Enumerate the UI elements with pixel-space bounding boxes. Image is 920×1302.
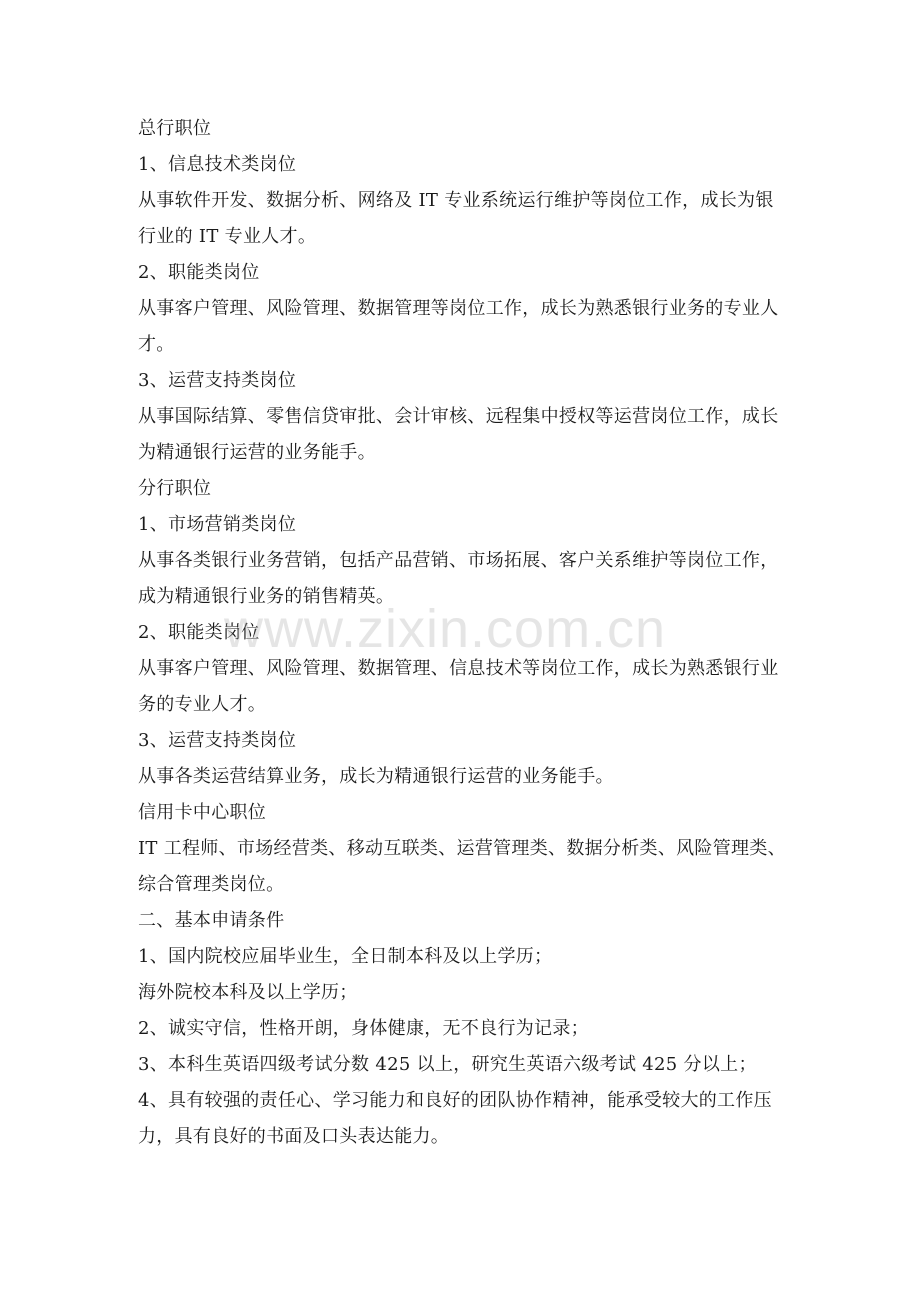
paragraph-line: 从事国际结算、零售信贷审批、会计审核、远程集中授权等运营岗位工作，成长 xyxy=(138,406,779,427)
paragraph-line: 从事客户管理、风险管理、数据管理、信息技术等岗位工作，成长为熟悉银行业 xyxy=(138,658,779,679)
item-heading: 3、运营支持类岗位 xyxy=(138,370,297,391)
section-heading-head-office: 总行职位 xyxy=(138,118,212,139)
item-heading: 3、运营支持类岗位 xyxy=(138,730,297,751)
paragraph-line: 务的专业人才。 xyxy=(138,694,267,715)
document-body xyxy=(138,111,798,1155)
paragraph-line: 从事各类银行业务营销，包括产品营销、市场拓展、客户关系维护等岗位工作， xyxy=(138,550,779,571)
paragraph-line: IT 工程师、市场经营类、移动互联类、运营管理类、数据分析类、风险管理类、 xyxy=(138,838,786,859)
requirement-line: 3、本科生英语四级考试分数 425 以上，研究生英语六级考试 425 分以上； xyxy=(138,1054,757,1075)
item-heading: 1、市场营销类岗位 xyxy=(138,514,297,535)
section-heading-requirements: 二、基本申请条件 xyxy=(138,910,285,931)
section-heading-branch: 分行职位 xyxy=(138,478,212,499)
section-heading-credit-card: 信用卡中心职位 xyxy=(138,802,267,823)
paragraph-line: 综合管理类岗位。 xyxy=(138,874,285,895)
item-heading: 2、职能类岗位 xyxy=(138,262,260,283)
paragraph-line: 成为精通银行业务的销售精英。 xyxy=(138,586,395,607)
requirement-line: 海外院校本科及以上学历； xyxy=(138,982,358,1003)
requirement-line: 力，具有良好的书面及口头表达能力。 xyxy=(138,1126,450,1147)
requirement-line: 4、具有较强的责任心、学习能力和良好的团队协作精神，能承受较大的工作压 xyxy=(138,1090,772,1111)
watermark: www.zixin.com.cn xyxy=(224,599,667,659)
paragraph-line: 才。 xyxy=(138,334,175,355)
item-heading: 2、职能类岗位 xyxy=(138,622,260,643)
requirement-line: 1、国内院校应届毕业生，全日制本科及以上学历； xyxy=(138,946,553,967)
paragraph-line: 为精通银行运营的业务能手。 xyxy=(138,442,376,463)
paragraph-line: 从事各类运营结算业务，成长为精通银行运营的业务能手。 xyxy=(138,766,614,787)
paragraph-line: 从事软件开发、数据分析、网络及 IT 专业系统运行维护等岗位工作，成长为银 xyxy=(138,190,774,211)
item-heading: 1、信息技术类岗位 xyxy=(138,154,297,175)
paragraph-line: 行业的 IT 专业人才。 xyxy=(138,226,317,247)
paragraph-line: 从事客户管理、风险管理、数据管理等岗位工作，成长为熟悉银行业务的专业人 xyxy=(138,298,779,319)
requirement-line: 2、诚实守信，性格开朗，身体健康，无不良行为记录； xyxy=(138,1018,589,1039)
